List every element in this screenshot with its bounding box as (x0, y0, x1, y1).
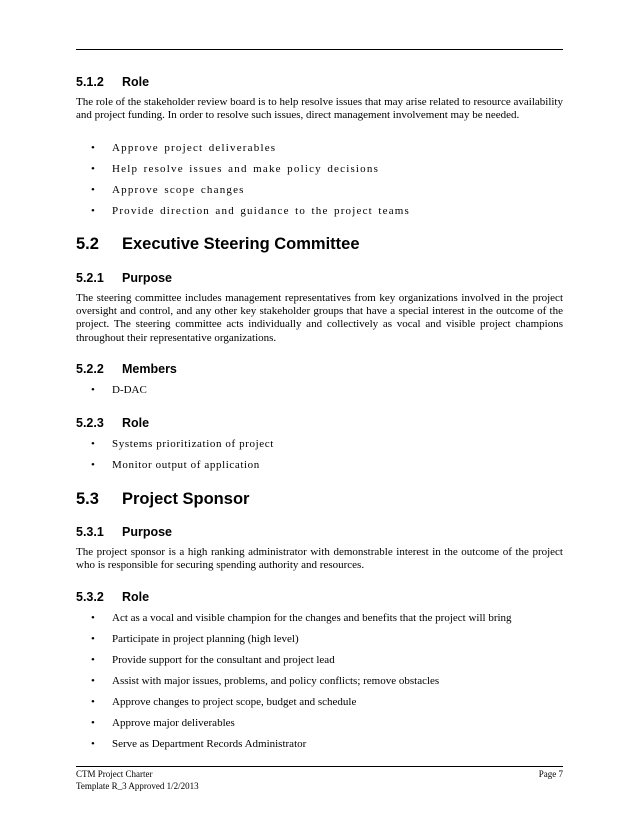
footer-template: Template R_3 Approved 1/2/2013 (76, 781, 199, 791)
heading-number: 5.3.1 (76, 525, 104, 539)
heading-title: Purpose (122, 525, 173, 539)
heading-5-3-2 (76, 590, 150, 605)
heading-title: Role (122, 75, 150, 89)
heading-title: Executive Steering Committee (122, 235, 360, 253)
header-rule (76, 49, 563, 50)
heading-title: Members (122, 362, 177, 376)
heading-number: 5.3 (76, 490, 99, 508)
heading-number: 5.2.2 (76, 362, 104, 376)
document-page: 5.1.2 Role The role of the stakeholder review board is to help resolve issues that may arise related to resource availability and project funding. In order to resolve such issues, direct management involvement may be needed. • Approve project deliverables • Help resolve issues and make policy decisions • Approve scope changes • Provide direction and guidance to the project teams 5.2 Executive Steering Committee 5.2.1 Purpose The steering committee includes management representatives from key organizations involved in the project oversight and control, and any other key stakeholder groups that have a special interest in the outcome of the project. The steering committee acts individually and collectively as vocal and visible project champions throughout their representative organizations. 5.2.2 Members • D-DAC 5.2.3 Role • Systems prioritization of project • Monitor output of application 5.3 Project Sponsor 5.3.1 Purpose The project sponsor is a high ranking administrator with demonstrable interest in the outcome of the project who is responsible for securing spending authority and resources. 5.3.2 Role • Act as a vocal and visible champion for the changes and benefits that the project will bring • Participate in project planning (high level) • Provide support for the consultant and project lead • Assist with major issues, problems, and policy conflicts; remove obstacles • Approve changes to project scope, budget and schedule • Approve major deliverables • Serve as Department Records Administrator CTM Project Charter Template R_3 Approved 1/2/2013 Page 7 (0, 0, 638, 826)
sponsor-purpose-paragraph: The project sponsor is a high ranking administrator with demonstrable interest in the outcome of the project who is responsible for securing spending authority and resources. (76, 546, 563, 572)
heading-title: Purpose (122, 271, 173, 285)
heading-5-2-1 (76, 271, 173, 286)
heading-5-2-3 (76, 416, 150, 431)
heading-number: 5.1.2 (76, 75, 104, 89)
footer-page-number: Page 7 (538, 769, 563, 779)
heading-number: 5.3.2 (76, 590, 104, 604)
heading-title: Role (122, 590, 150, 604)
heading-title: Project Sponsor (122, 490, 250, 508)
heading-5-2 (76, 235, 360, 254)
role-paragraph: The role of the stakeholder review board is to help resolve issues that may arise related to resource availability and project funding. In order to resolve such issues, direct management involvement may be needed. (76, 96, 563, 122)
heading-title: Role (122, 416, 150, 430)
heading-5-3 (76, 490, 250, 509)
heading-5-3-1 (76, 525, 173, 540)
heading-5-2-2 (76, 362, 177, 377)
purpose-paragraph: The steering committee includes management representatives from key organizations involved in the project oversight and control, and any other key stakeholder groups that have a special interest in the outcome of the project. The steering committee acts individually and collectively as vocal and visible project champions throughout their representative organizations. (76, 292, 563, 344)
heading-number: 5.2.3 (76, 416, 104, 430)
heading-5-1-2 (76, 75, 150, 90)
heading-number: 5.2 (76, 235, 99, 253)
heading-number: 5.2.1 (76, 271, 104, 285)
footer-doc-name: CTM Project Charter (76, 769, 153, 779)
footer-rule (76, 766, 563, 767)
